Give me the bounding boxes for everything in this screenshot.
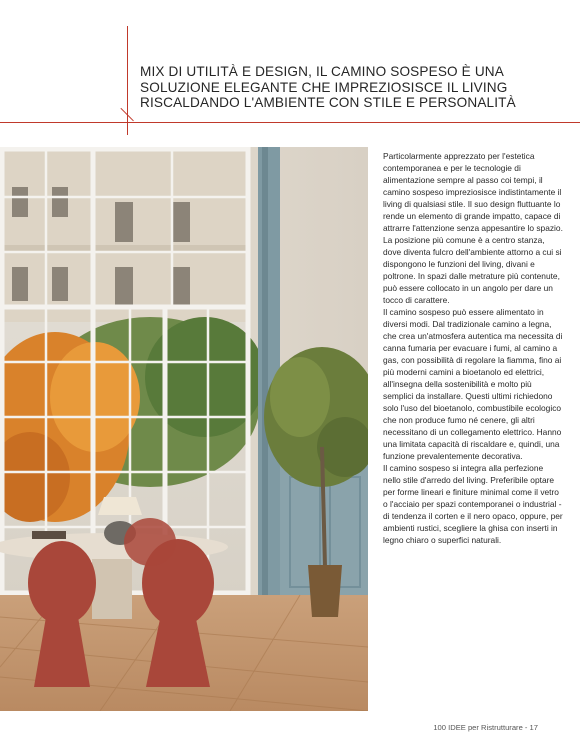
page-headline: MIX DI UTILITÀ E DESIGN, IL CAMINO SOSPESO È UNA SOLUZIONE ELEGANTE CHE IMPREZIOSISCE IL LIVING RISCALDANDO L'AMBIENTE CON STILE E PERSONALITÀ bbox=[140, 64, 516, 110]
interior-photo bbox=[0, 147, 368, 711]
body-paragraph-2: La posizione più comune è a centro stanza, dove diventa fulcro dell'ambiente attorno a cui si dispongono le funzioni del living, divani e poltrone. In spazi dalle metrature più contenute, può essere collocato in un angolo per dare un tocco di carattere. bbox=[383, 235, 562, 305]
article-body bbox=[383, 150, 563, 546]
accent-horizontal-rule bbox=[0, 122, 580, 123]
body-paragraph-3: Il camino sospeso può essere alimentato in diversi modi. Dal tradizionale camino a legna, che crea un'atmosfera autentica ma necessita di canna fumaria per evacuare i fumi, al camino a gas, con possibilità di regolare la fiamma, fino ai più moderni camini a bioetanolo ed elettrici, all'insegna della sostenibilità e molto più semplici da installare. Questi ultimi richiedono solo l'uso del bioetanolo, combustibile ecologico che non produce fumo né cenere, gli altri necessitano di un collegamento elettrico. Hanno una limitata capacità di riscaldare e, quindi, una funzione prevalentemente decorativa. bbox=[383, 307, 563, 461]
body-paragraph-4: Il camino sospeso si integra alla perfezione nello stile d'arredo del living. Preferibile optare per forme lineari e finiture minimal come il vetro o l'acciaio per spazi contemporanei o industrial - di tendenza il corten e il nero opaco, oppure, per ambienti rustici, scegliere la ghisa con inserti in legno chiaro o superfici naturali. bbox=[383, 463, 563, 545]
living-room-illustration bbox=[0, 147, 368, 711]
accent-vertical-rule bbox=[127, 26, 128, 135]
page-folio: 100 IDEE per Ristrutturare - 17 bbox=[433, 723, 538, 732]
body-paragraph-1: Particolarmente apprezzato per l'estetica contemporanea e per le tecnologie di alimentazione sempre al passo coi tempi, il camino sospeso impreziosisce indistintamente il living di qualsiasi stile. Il suo design fluttuante lo rende un elemento di grande impatto, capace di attrarre l'attenzione senza appesantire lo spazio. bbox=[383, 151, 563, 233]
